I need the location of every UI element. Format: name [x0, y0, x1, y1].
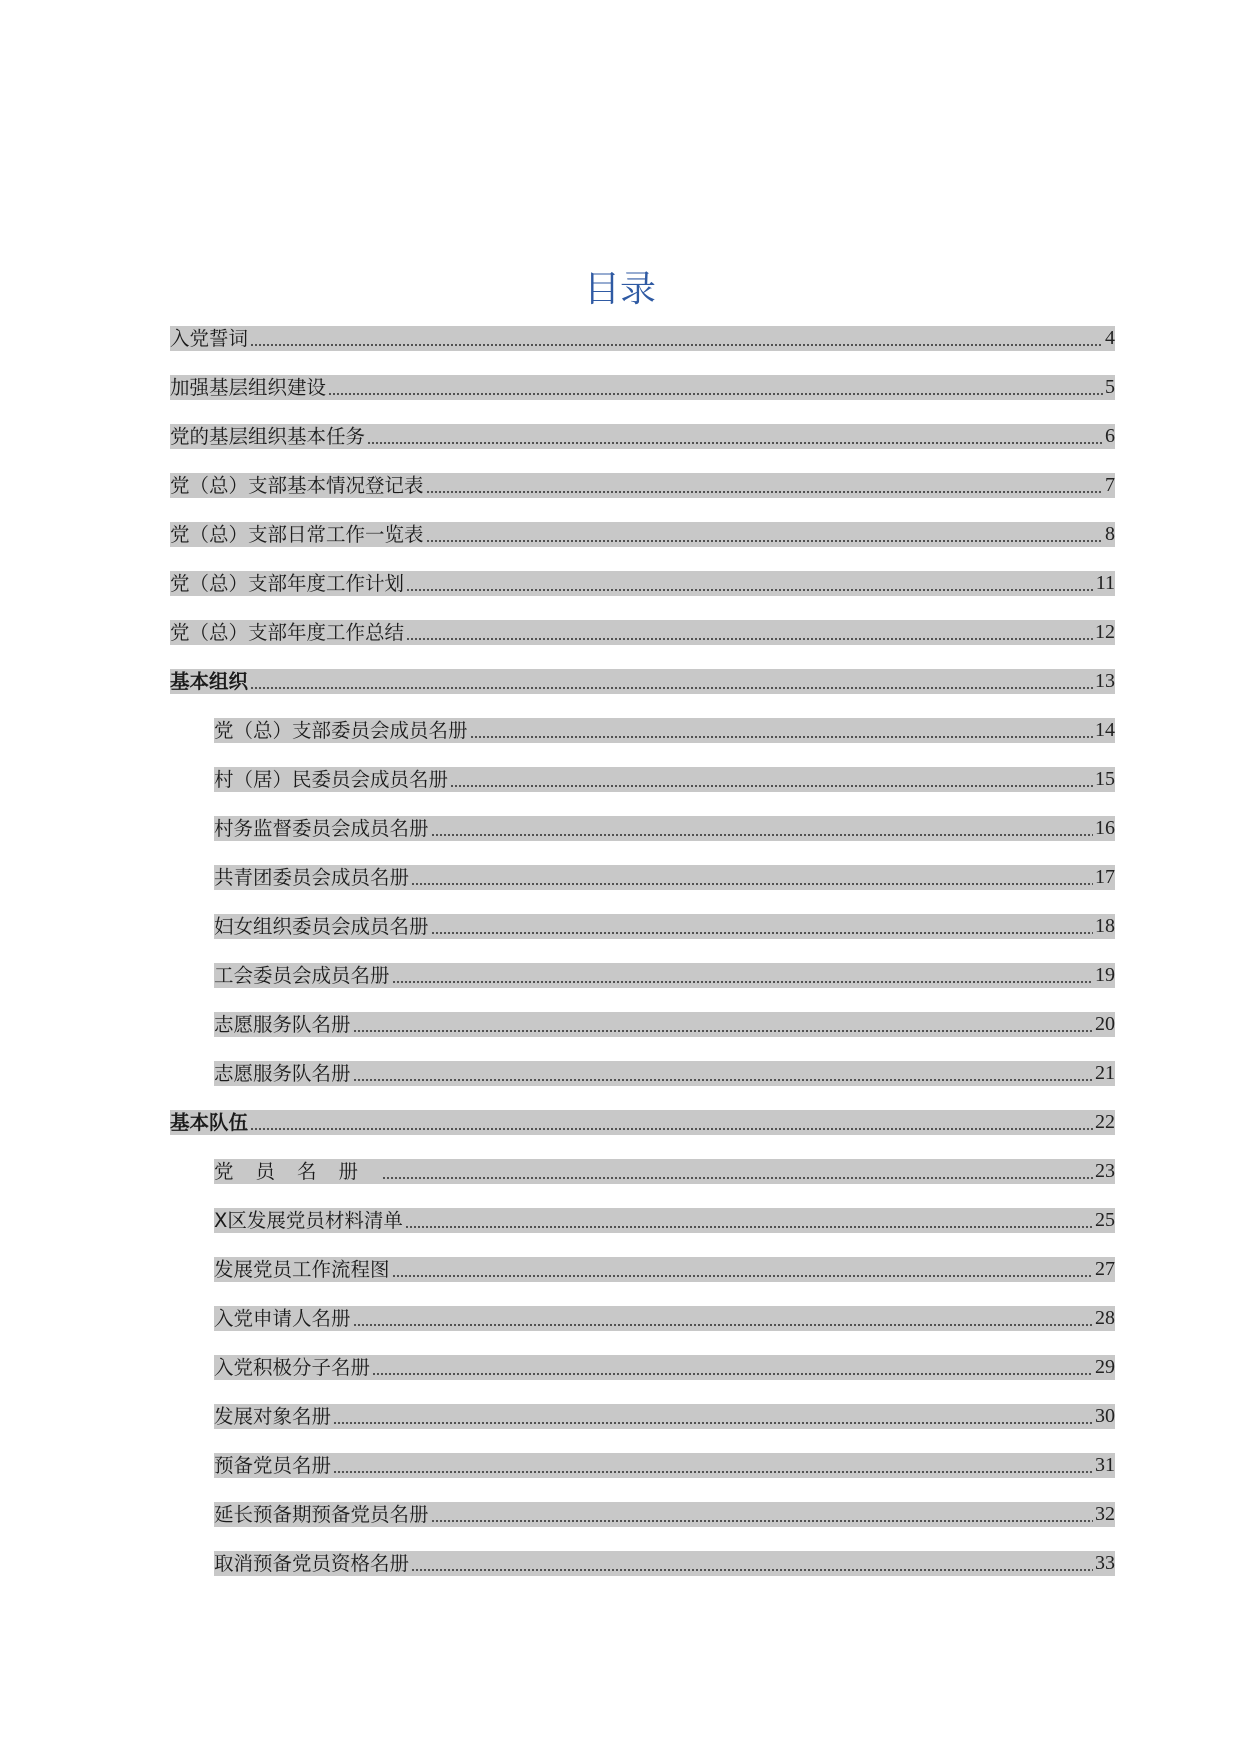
toc-subentry[interactable]: [214, 1404, 1115, 1429]
toc-entry-page-number: 8: [1105, 523, 1115, 545]
toc-entry[interactable]: [170, 473, 1115, 498]
dot-leader: [333, 1404, 1093, 1429]
toc-entry-label: 党（总）支部委员会成员名册: [214, 719, 468, 742]
toc-subentry[interactable]: [214, 767, 1115, 792]
dot-leader: [353, 1012, 1093, 1037]
toc-entry-page-number: 22: [1095, 1111, 1115, 1133]
dot-leader: [431, 914, 1093, 939]
toc-entry-label: 妇女组织委员会成员名册: [214, 915, 429, 938]
dot-leader: [406, 571, 1094, 596]
toc-subentry[interactable]: [214, 1159, 1115, 1184]
toc-entry-label: 党（总）支部年度工作总结: [170, 621, 405, 644]
toc-entry-page-number: 27: [1095, 1258, 1115, 1280]
dot-leader: [367, 424, 1103, 449]
toc-subentry[interactable]: [214, 865, 1115, 890]
toc-entry-label: 基本组织: [170, 670, 249, 693]
toc-entry-page-number: 28: [1095, 1307, 1115, 1329]
dot-leader: [353, 1306, 1093, 1331]
toc-entry-label: 入党申请人名册: [214, 1307, 351, 1330]
dot-leader: [328, 375, 1103, 400]
dot-leader: [382, 1159, 1093, 1184]
toc-subentry[interactable]: [214, 1453, 1115, 1478]
toc-entry-page-number: 7: [1105, 474, 1115, 496]
dot-leader: [450, 767, 1093, 792]
toc-entry-label: 共青团委员会成员名册: [214, 866, 410, 889]
toc-entry-label: 加强基层组织建设: [170, 376, 327, 399]
toc-entry-page-number: 15: [1095, 768, 1115, 790]
toc-entry-page-number: 13: [1095, 670, 1115, 692]
toc-section-heading[interactable]: [170, 1110, 1115, 1135]
toc-entry-label: 村务监督委员会成员名册: [214, 817, 429, 840]
dot-leader: [431, 816, 1093, 841]
toc-entry[interactable]: [170, 522, 1115, 547]
toc-entry-label: 发展党员工作流程图: [214, 1258, 390, 1281]
toc-entry-label: 工会委员会成员名册: [214, 964, 390, 987]
toc-entry-label: 志愿服务队名册: [214, 1062, 351, 1085]
toc-subentry[interactable]: [214, 963, 1115, 988]
toc-entry[interactable]: [170, 375, 1115, 400]
toc-entry[interactable]: [170, 571, 1115, 596]
dot-leader: [470, 718, 1093, 743]
toc-entry-label: 取消预备党员资格名册: [214, 1552, 410, 1575]
toc-entry-label: 入党誓词: [170, 327, 249, 350]
toc-entry-label: X区发展党员材料清单: [214, 1209, 403, 1232]
dot-leader: [411, 865, 1093, 890]
toc-entry-page-number: 18: [1095, 915, 1115, 937]
toc-subentry[interactable]: [214, 1257, 1115, 1282]
dot-leader: [372, 1355, 1093, 1380]
dot-leader: [333, 1453, 1093, 1478]
toc-entry-page-number: 23: [1095, 1160, 1115, 1182]
toc-subentry[interactable]: [214, 1551, 1115, 1576]
toc-entry-page-number: 33: [1095, 1552, 1115, 1574]
toc-subentry[interactable]: [214, 1061, 1115, 1086]
dot-leader: [353, 1061, 1093, 1086]
toc-entry-label: 党员名册: [214, 1160, 381, 1183]
toc-entry-page-number: 21: [1095, 1062, 1115, 1084]
dot-leader: [411, 1551, 1093, 1576]
dot-leader: [426, 473, 1103, 498]
toc-entry-page-number: 16: [1095, 817, 1115, 839]
toc-subentry[interactable]: [214, 1306, 1115, 1331]
toc-entry-page-number: 20: [1095, 1013, 1115, 1035]
toc-entry-page-number: 30: [1095, 1405, 1115, 1427]
dot-leader: [392, 1257, 1093, 1282]
toc-title: 目录: [583, 269, 656, 310]
toc-entry-page-number: 14: [1095, 719, 1115, 741]
dot-leader: [250, 326, 1103, 351]
toc-entry-label: 党（总）支部基本情况登记表: [170, 474, 424, 497]
toc-entry-label: 发展对象名册: [214, 1405, 332, 1428]
toc-subentry[interactable]: [214, 718, 1115, 743]
toc-entry-page-number: 12: [1095, 621, 1115, 643]
dot-leader: [250, 1110, 1093, 1135]
toc-entry-page-number: 25: [1095, 1209, 1115, 1231]
dot-leader: [426, 522, 1103, 547]
toc-subentry[interactable]: [214, 914, 1115, 939]
toc-entry[interactable]: [170, 424, 1115, 449]
toc-entry[interactable]: [170, 326, 1115, 351]
toc-entry-label: 党的基层组织基本任务: [170, 425, 366, 448]
toc-subentry[interactable]: [214, 816, 1115, 841]
toc-entry-label: 党（总）支部年度工作计划: [170, 572, 405, 595]
dot-leader: [250, 669, 1093, 694]
toc-entry-page-number: 4: [1105, 327, 1115, 349]
dot-leader: [406, 620, 1093, 645]
toc-entry-page-number: 31: [1095, 1454, 1115, 1476]
toc-entry-label: 预备党员名册: [214, 1454, 332, 1477]
toc-entry-label: 志愿服务队名册: [214, 1013, 351, 1036]
dot-leader: [392, 963, 1093, 988]
toc-entry-page-number: 32: [1095, 1503, 1115, 1525]
toc-entry-label: 延长预备期预备党员名册: [214, 1503, 429, 1526]
toc-section-heading[interactable]: [170, 669, 1115, 694]
toc-entry-page-number: 11: [1095, 572, 1115, 594]
toc-entry-label: 党（总）支部日常工作一览表: [170, 523, 424, 546]
toc-subentry[interactable]: [214, 1502, 1115, 1527]
toc-entry-page-number: 29: [1095, 1356, 1115, 1378]
toc-entry[interactable]: [170, 620, 1115, 645]
toc-entry-label: 村（居）民委员会成员名册: [214, 768, 449, 791]
toc-list: [170, 326, 1115, 1600]
toc-entry-label: 入党积极分子名册: [214, 1356, 371, 1379]
dot-leader: [431, 1502, 1093, 1527]
toc-subentry[interactable]: [214, 1012, 1115, 1037]
toc-subentry[interactable]: [214, 1355, 1115, 1380]
toc-entry-page-number: 5: [1105, 376, 1115, 398]
toc-entry-page-number: 19: [1095, 964, 1115, 986]
toc-subentry[interactable]: [214, 1208, 1115, 1233]
toc-entry-page-number: 17: [1095, 866, 1115, 888]
toc-entry-page-number: 6: [1105, 425, 1115, 447]
dot-leader: [405, 1208, 1093, 1233]
toc-entry-label: 基本队伍: [170, 1111, 249, 1134]
